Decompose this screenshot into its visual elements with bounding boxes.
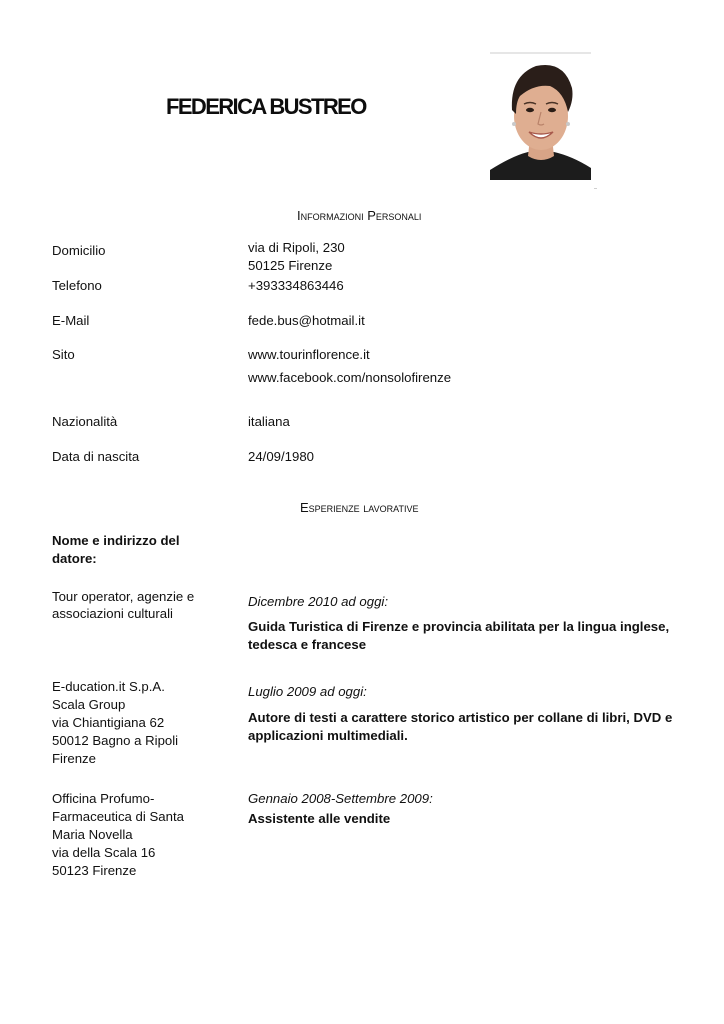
value-telefono: +393334863446 bbox=[248, 278, 344, 293]
portrait-photo-icon bbox=[490, 52, 591, 180]
label-data-nascita: Data di nascita bbox=[52, 449, 140, 464]
value-domicilio-line1: via di Ripoli, 230 bbox=[248, 240, 345, 255]
employer-header-line2: datore: bbox=[52, 551, 97, 566]
section-title-personal: Informazioni Personali bbox=[297, 208, 422, 223]
job-3-employer-line: 50123 Firenze bbox=[52, 863, 137, 878]
value-sito-1: www.tourinflorence.it bbox=[248, 347, 370, 362]
value-sito-2: www.facebook.com/nonsolofirenze bbox=[248, 370, 452, 385]
value-nazionalita: italiana bbox=[248, 414, 290, 429]
section-title-experience: Esperienze lavorative bbox=[300, 500, 419, 515]
job-3-role-line: Assistente alle vendite bbox=[248, 811, 391, 826]
job-3-employer-line: via della Scala 16 bbox=[52, 845, 156, 860]
job-3-employer-line: Officina Profumo- bbox=[52, 791, 155, 806]
label-domicilio: Domicilio bbox=[52, 243, 106, 258]
photo-marker bbox=[594, 188, 597, 189]
label-email: E-Mail bbox=[52, 313, 90, 328]
person-name: FEDERICA BUSTREO bbox=[166, 94, 366, 119]
job-1-employer-line: associazioni culturali bbox=[52, 606, 173, 621]
job-2-period: Luglio 2009 ad oggi: bbox=[248, 684, 367, 699]
label-sito: Sito bbox=[52, 347, 75, 362]
job-3-period: Gennaio 2008-Settembre 2009: bbox=[248, 791, 433, 806]
job-3-employer-line: Maria Novella bbox=[52, 827, 133, 842]
job-1-period: Dicembre 2010 ad oggi: bbox=[248, 594, 389, 609]
employer-header-line1: Nome e indirizzo del bbox=[52, 533, 180, 548]
job-1-role-line: tedesca e francese bbox=[248, 637, 367, 652]
job-2-employer-line: Firenze bbox=[52, 751, 96, 766]
label-nazionalita: Nazionalità bbox=[52, 414, 118, 429]
label-telefono: Telefono bbox=[52, 278, 102, 293]
job-2-employer-line: 50012 Bagno a Ripoli bbox=[52, 733, 179, 748]
value-email: fede.bus@hotmail.it bbox=[248, 313, 365, 328]
job-2-employer-line: via Chiantigiana 62 bbox=[52, 715, 165, 730]
job-1-role-line: Guida Turistica di Firenze e provincia abilitata per la lingua inglese, bbox=[248, 619, 670, 634]
job-2-role-line: applicazioni multimediali. bbox=[248, 728, 408, 743]
job-2-employer-line: E-ducation.it S.p.A. bbox=[52, 679, 165, 694]
job-1-employer-line: Tour operator, agenzie e bbox=[52, 589, 195, 604]
value-data-nascita: 24/09/1980 bbox=[248, 449, 315, 464]
job-2-employer-line: Scala Group bbox=[52, 697, 126, 712]
job-2-role-line: Autore di testi a carattere storico artistico per collane di libri, DVD e bbox=[248, 710, 673, 725]
value-domicilio-line2: 50125 Firenze bbox=[248, 258, 333, 273]
job-3-employer-line: Farmaceutica di Santa bbox=[52, 809, 184, 824]
